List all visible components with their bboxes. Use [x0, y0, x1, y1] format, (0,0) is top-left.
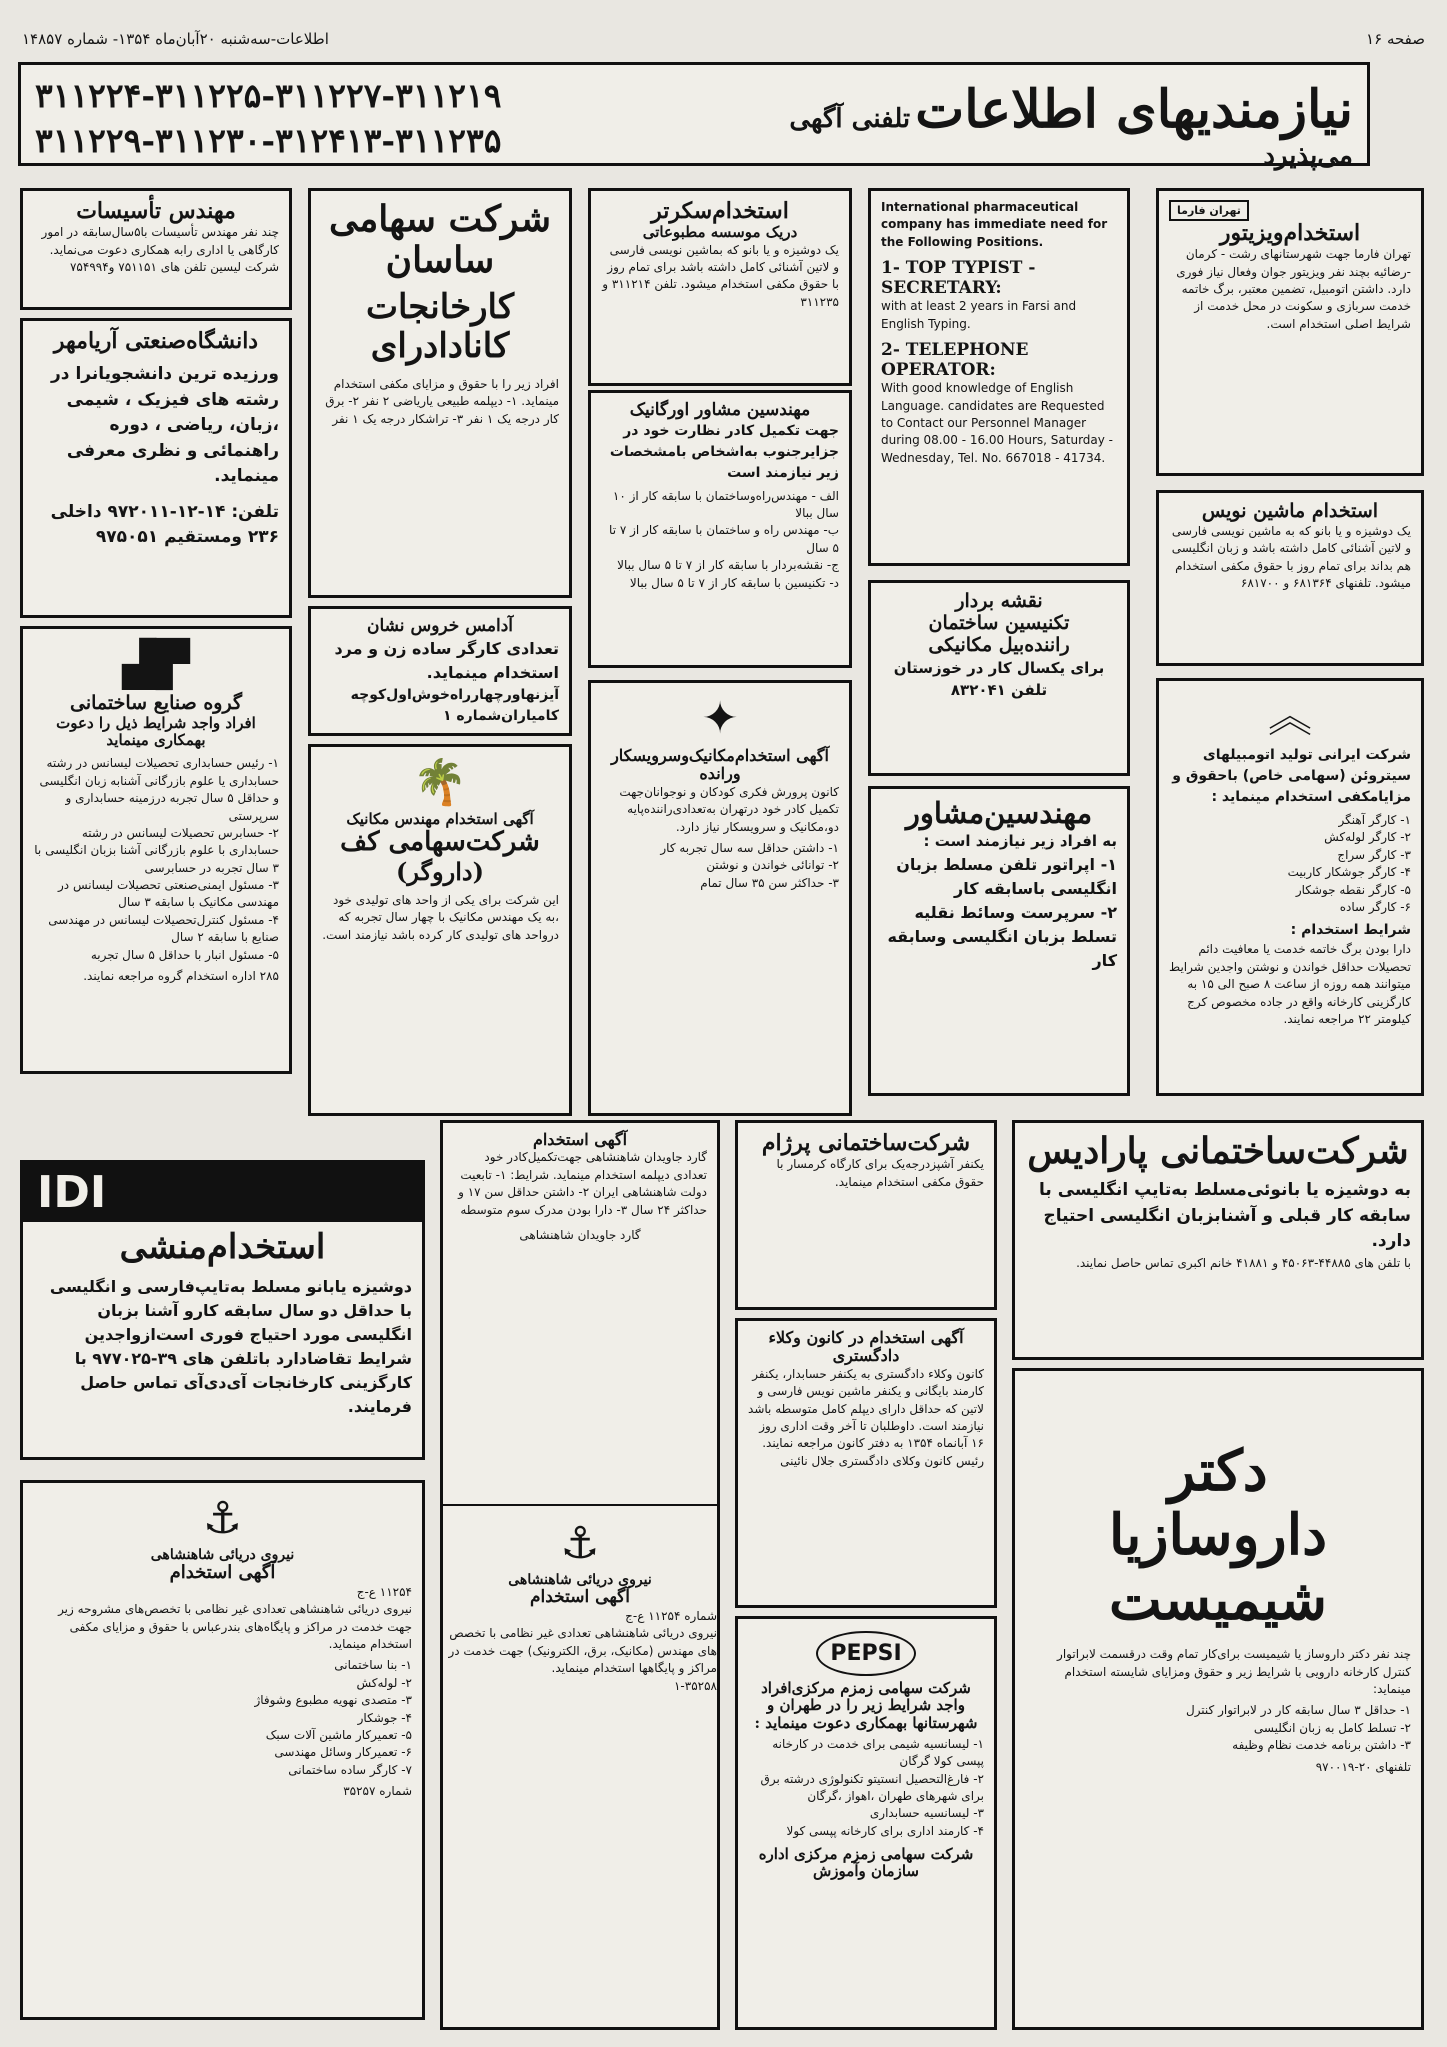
ad-company: شرکت‌سهامی کف	[340, 827, 540, 858]
ad-title: مهندسین‌مشاور	[905, 796, 1093, 830]
list-item: ب- مهندس راه و ساختمان با سابقه کار از ۷ تا ۵ سال	[609, 523, 839, 555]
ad-title: استخدام ماشین نویس	[1201, 500, 1379, 522]
palm-logo-icon: 🌴	[412, 757, 468, 808]
ad-title: شرکت‌ساختمانی پرژام	[761, 1130, 971, 1156]
ad-body: ورزیده ترین دانشجویانرا در رشته های فیزیک ، شیمی ،زبان، ریاضی ، دوره راهنمائی و نظری معرفی مینماید.	[51, 364, 279, 487]
ad-line-4: برای یکسال کار در خوزستان	[893, 658, 1105, 677]
ad-conditions-body: دارا بودن برگ خاتمه خدمت یا معافیت دائم تحصیلات حداقل خواندن و نوشتن واجدین شرایط میتوانند همه روزه از ساعت ۸ صبح الی ۱۵ به کارگزینی کارخانه واقع در جاده مخصوص کرج کیلومتر ۲۲ مراجعه نمایند.	[1169, 942, 1411, 1026]
list-item: ۵- کارگر نقطه جوشکار	[1295, 882, 1411, 897]
ad-list	[748, 1736, 984, 1840]
ad-typist	[1156, 490, 1424, 666]
ad-title: مهندسین مشاور اورگانیک	[629, 400, 811, 420]
ad-item-2: ۲- سرپرست وسائط نقلیه تسلط بزبان انگلیسی وسابقه کار	[887, 902, 1117, 970]
list-item: ۴- مسئول کنترل‌تحصیلات لیسانس در مهندسی صنایع با سابقه ۲ سال	[48, 912, 279, 945]
ad-title: استخدام‌منشی	[119, 1227, 326, 1267]
ad-footer: ۱-۳۵۲۵۸	[673, 1678, 717, 1693]
ad-position-1: 1- TOP TYPIST - SECRETARY:	[881, 258, 1036, 298]
ad-intro: به افراد زیر نیازمند است :	[923, 832, 1117, 851]
ad-title: مهندس تأسیسات	[76, 198, 236, 224]
ad-ref: ۱۱۲۵۴ ع-ج	[356, 1584, 412, 1599]
page-number: صفحه ۱۶	[1366, 30, 1425, 48]
ad-guard	[440, 1120, 720, 2030]
ad-body: به دوشیزه یا بانوئی‌مسلط به‌تایپ انگلیسی با سابقه کار قبلی و آشنابزبان انگلیسی احتیاج دارد.	[1039, 1180, 1411, 1252]
ad-title: آدامس خروس نشان	[366, 616, 514, 636]
ad-list	[33, 1657, 412, 1779]
list-item: ۷- کارگر ساده ساختمانی	[288, 1762, 412, 1777]
ad-secretary	[588, 188, 852, 386]
phones-line-1: ۳۱۱۲۲۴-۳۱۱۲۲۵-۳۱۱۲۲۷-۳۱۱۲۱۹	[35, 76, 502, 115]
ad-body: یکنفر آشپزدرجه‌یک برای کارگاه کرمسار با حقوق مکفی استخدام مینماید.	[776, 1157, 984, 1189]
ad-title-3: شیمیست	[1108, 1566, 1328, 1633]
ad-list	[1025, 1702, 1411, 1754]
ad-position-2-detail: With good knowledge of English Language. candidates are Requested to Contact our Personnel Manager during 08.00 - 16.00 Hours, Saturday - Wednesday, Tel. No. 667018 - 41734.	[881, 381, 1114, 465]
ad-body: دوشیزه یابانو مسلط به‌تایپ‌فارسی و انگلیسی با حداقل دو سال سابقه کارو آشنا بزبان انگلیسی مورد احتیاج فوری است‌ازواجدین شرایط تقاضادارد باتلفن های ۳۹-۹۷۷۰۲۵ با کارگزینی کارخانجات آی‌دی‌آی تماس حاصل فرمایند.	[49, 1277, 412, 1417]
list-item: ۱- داشتن حداقل سه سال تجربه کار	[660, 840, 839, 855]
ad-list	[601, 488, 839, 592]
ad-phone: با تلفن های ۴۴۸۸۵-۴۵۰۶۳ و ۴۱۸۸۱ خانم اکبری تماس حاصل نمایند.	[1076, 1255, 1411, 1270]
ad-paradise	[1012, 1120, 1424, 1360]
list-item: ۲- فارغ‌التحصیل انستیتو تکنولوژی درشته برق برای شهرهای طهران ،اهواز ،گرگان	[760, 1771, 984, 1803]
ad-body: چند نفر دکتر داروساز یا شیمیست برای‌کار تمام وقت درقسمت لابراتوار کنترل کارخانه دارویی با شرایط زیر و حقوق ومزایای شایسته استخدام مینماید:	[1057, 1647, 1411, 1696]
ad-intro: International pharmaceutical company has immediate need for the Following Positions.	[881, 200, 1108, 249]
ad-chemist	[1012, 1368, 1424, 2030]
list-item: ۳- لیسانسیه حسابداری	[869, 1806, 984, 1821]
anchor-icon: ⚓	[560, 1518, 600, 1570]
ad-title: دانشگاه‌صنعتی آریامهر	[53, 328, 259, 354]
list-item: ۴- جوشکار	[357, 1710, 412, 1725]
list-item: د- تکنیسین با سابقه کار از ۷ تا ۵ سال ببالا	[629, 575, 839, 590]
ad-title: آگهی استخدام	[169, 1562, 276, 1584]
ad-list	[1169, 812, 1411, 916]
ad-pepsi	[735, 1616, 997, 2030]
ad-position-1-detail: with at least 2 years in Farsi and English Typing.	[881, 299, 1077, 331]
ad-org: نیروی دریائی شاهنشاهی	[508, 1572, 652, 1589]
ad-list	[601, 840, 839, 892]
ad-title: آگهی استخدام	[532, 1130, 628, 1149]
idi-logo: IDI	[23, 1163, 422, 1222]
ad-footer: شرکت سهامی زمزم مرکزی اداره سازمان وآموزش	[758, 1845, 974, 1881]
ad-body: نیروی دریائی شاهنشاهی تعدادی غیر نظامی با تخصص های مهندس (مکانیک، برق، الکترونیک) جهت خدمت در مراکز و پایگاهها استخدام مینماید.	[448, 1626, 717, 1676]
ad-org: نیروی دریائی شاهنشاهی	[150, 1547, 295, 1563]
ad-lawyers	[735, 1318, 997, 1608]
list-item: ۲- تسلط کامل به زبان انگلیسی	[1253, 1720, 1411, 1735]
ad-title: شرکت ایرانی تولید اتومبیلهای سیتروئن (سهامی خاص) باحقوق و مزایامکفی استخدام مینماید :	[1172, 747, 1411, 805]
ad-line-2: تکنیسین ساختمان	[928, 611, 1070, 634]
ad-body: یک دوشیزه و یا بانو که به ماشین نویسی فارسی و لاتین آشنائی کامل داشته باشد و زبان انگلیسی هم بداند برای تمام روز با حقوق مکفی استخدام میشود. تلفنهای ۶۸۱۳۶۴ و ۶۸۱۷۰۰	[1171, 523, 1411, 591]
ad-body: افراد زیر را با حقوق و مزایای مکفی استخدام مینماید. ۱- دیپلمه طبیعی یاریاضی ۲ نفر ۲- برق کار درجه یک ۱ نفر ۳- تراشکار درجه یک ۱ نفر	[325, 376, 559, 426]
list-item: ج- نقشه‌بردار با سابقه کار از ۷ تا ۵ سال ببالا	[617, 558, 839, 573]
list-item: ۱- کارگر آهنگر	[1338, 813, 1411, 827]
ad-title: استخدام‌ویزیتور	[1219, 220, 1361, 246]
ad-title-2: داروسازیا	[1108, 1502, 1328, 1569]
ad-aryamehr	[20, 318, 292, 618]
ad-body: این شرکت برای یکی از واحد های تولیدی خود ،به یک مهندس مکانیک با چهار سال تجربه که درواحد های تولیدی کار کرده باشد نیازمند است.	[322, 892, 559, 942]
list-item: ۱- رئیس حسابداری تحصیلات لیسانس در رشته حسابداری یا علوم بازرگانی آشنابه زبان انگلیسی و حداقل ۵ سال تجربه درزمینه حسابداری و سرپرستی	[39, 756, 279, 823]
list-item: ۲- حسابرس تحصیلات لیسانس در رشته حسابداری با علوم بازرگانی آشنا بزبان انگلیسی با ۳ سال تجربه در حسابرسی	[34, 825, 279, 875]
page-header	[22, 30, 1425, 54]
ad-body: جهت تکمیل کادر نظارت خود در جزایرجنوب به‌اشخاص بامشخصات زیر نیازمند است	[609, 422, 839, 481]
ad-footer: شماره ۳۵۲۵۷	[343, 1784, 412, 1799]
ad-phone: تلفن: ۱۴-۱۲-۹۷۲۰۱۱ داخلی ۲۳۶ ومستقیم ۹۷۵۰۵۱	[50, 501, 279, 548]
list-item: ۱- لیسانسیه شیمی برای خدمت در کارخانه پپسی کولا گرگان	[772, 1736, 984, 1769]
list-item: ۳- مسئول ایمنی‌صنعتی تحصیلات لیسانس در مهندسی مکانیک با سابقه ۳ سال	[58, 878, 279, 910]
list-item: ۲- کارگر لوله‌کش	[1324, 830, 1411, 845]
ad-installations	[20, 188, 292, 310]
ad-footer: گارد جاویدان شاهنشاهی	[519, 1227, 641, 1242]
list-item: ۱- بنا ساختمانی	[334, 1658, 412, 1673]
anchor-icon: ⚓	[202, 1493, 243, 1544]
ad-title: شرکت سهامی ساسان	[328, 198, 552, 282]
ad-title: شرکت سهامی زمزم مرکزی‌افراد واجد شرایط زیر را در طهران و شهرستانها بهمکاری دعوت مینماید :	[754, 1679, 978, 1732]
banner-title	[783, 79, 1353, 171]
ad-perjam	[735, 1120, 997, 1310]
tehran-pharma-logo: تهران فارما	[1169, 200, 1249, 221]
ad-title-1: دکتر	[1168, 1438, 1268, 1504]
ad-kaf	[308, 744, 572, 1116]
ad-consultant	[588, 390, 852, 668]
ad-rooster	[308, 606, 572, 736]
list-item: ۲- توانائی خواندن و نوشتن	[706, 858, 839, 873]
ad-phone: تلفنهای ۲۰-۹۷۰۰۱۹	[1315, 1759, 1411, 1774]
ad-title: استخدام‌سکرتر	[651, 198, 789, 224]
ad-body: تعدادی کارگر ساده زن و مرد استخدام مینماید.	[334, 638, 559, 682]
ad-navy-1	[20, 1480, 425, 2020]
ad-title: شرکت‌ساختمانی پارادیس	[1027, 1130, 1409, 1172]
ad-body: نیروی دریائی شاهنشاهی تعدادی غیر نظامی با تخصص‌های مشروحه زیر جهت خدمت در مراکز و پایگاه‌های بندرعباس با حقوق و مزایای مکفی استخدام مینماید.	[58, 1602, 412, 1651]
ad-puppet	[588, 680, 852, 1116]
ad-line-1: نقشه بردار	[955, 590, 1043, 612]
ad-subtitle: افراد واجد شرایط ذیل را دعوت بهمکاری مینماید	[56, 713, 256, 750]
ad-khuzestan	[868, 580, 1130, 776]
list-item: ۳- حداکثر سن ۳۵ سال تمام	[700, 875, 839, 890]
banner-title-small: تلفنی آگهی می‌پذیرد	[789, 104, 1353, 171]
ad-footer: ۲۸۵ اداره استخدام گروه مراجعه نمایند.	[83, 969, 279, 984]
ad-list	[33, 755, 279, 964]
ad-pharma	[868, 188, 1130, 566]
list-item: ۴- کارمند اداری برای کارخانه پپسی کولا	[786, 1823, 984, 1838]
company-logo-icon: ▛▟	[122, 639, 190, 690]
issue-info: اطلاعات-سه‌شنبه ۲۰آبان‌ماه ۱۳۵۴- شماره ۱۴۸۵۷	[22, 30, 329, 48]
ad-body: یک دوشیزه و یا بانو که بماشین نویسی فارسی و لاتین آشنائی کامل داشته باشد برای تمام روز با حقوق مکفی استخدام میشود. تلفن ۳۱۱۲۱۴ و ۳۱۱۲۳۵	[602, 242, 839, 309]
ad-citroen	[1156, 678, 1424, 1096]
ad-position-2: 2- TELEPHONE OPERATOR:	[881, 340, 1029, 380]
banner-title-big: نیازمندیهای اطلاعات	[915, 79, 1353, 140]
ad-footer: رئیس کانون وکلای دادگستری جلال نائینی	[780, 1453, 984, 1468]
ad-subtitle: دریک موسسه مطبوعاتی	[642, 223, 798, 242]
list-item: ۵- مسئول انبار با حداقل ۵ سال تجربه	[90, 947, 279, 962]
ad-body: کانون پرورش فکری کودکان و نوجوانان‌جهت تکمیل کادر خود درتهران به‌تعدادی‌راننده‌پایه دو،مکانیک و سرویسکار نیاز دارد.	[619, 784, 839, 834]
ad-body: گارد جاویدان شاهنشاهی جهت‌تکمیل‌کادر خود تعدادی دیپلمه استخدام مینماید. شرایط: ۱- تابعیت دولت شاهنشاهی ایران ۲- داشتن حداقل سن ۱۷ و حداکثر ۲۴ سال ۳- دارا بودن مدرک سوم متوسطه	[458, 1150, 707, 1217]
list-item: ۵- تعمیرکار ماشین آلات سبک	[265, 1727, 412, 1742]
ad-subtitle: کارخانجات کانادادرای	[365, 286, 515, 366]
ad-item-1: ۱- اپراتور تلفن مسلط بزبان انگلیسی باسابقه کار	[896, 854, 1117, 898]
ad-title: آگهی استخدام در کانون وکلاء دادگستری	[768, 1328, 964, 1366]
ad-saman	[308, 188, 572, 598]
ad-title: آگهی استخدام‌مکانیک‌وسرویسکار ورانده	[611, 746, 829, 784]
list-item: ۲- لوله‌کش	[356, 1675, 412, 1690]
classifieds-banner	[18, 62, 1370, 171]
ad-conditions-title: شرایط استخدام :	[1290, 922, 1411, 939]
list-item: ۶- کارگر ساده	[1339, 899, 1411, 914]
ad-body: چند نفر مهندس تأسیسات با۵سال‌سابقه در امور کارگاهی یا اداری رابه همکاری دعوت می‌نماید. شرکت لیسین تلفن های ۷۵۱۱۵۱ و۷۵۴۹۹۴	[41, 225, 279, 275]
ad-tehran-pharma	[1156, 188, 1424, 476]
list-item: ۴- کارگر جوشکار کاربیت	[1287, 865, 1411, 880]
ad-title: آگهی استخدام	[530, 1587, 630, 1608]
ad-address: آیزنهاورچهارراه‌خوش‌اول‌کوچه کامیاران‌شماره ۱	[350, 686, 559, 724]
ad-navy-2	[443, 1504, 717, 1695]
ad-engineers	[868, 786, 1130, 1096]
citroen-chevron-icon: ︽	[1268, 691, 1312, 742]
list-item: ۶- تعمیرکار وسائل مهندسی	[274, 1745, 412, 1760]
ad-line-3: راننده‌بیل مکانیکی	[928, 633, 1070, 656]
ad-body: کانون وکلاء دادگستری به یکنفر حسابدار، یکنفر کارمند بایگانی و یکنفر ماشین نویس فارسی و لاتین که حداقل دارای دیپلم کامل متوسطه باشد نیازمند است. داوطلبان تا آخر وقت اداری روز ۱۶ آبانماه ۱۳۵۴ به دفتر کانون مراجعه نمایند.	[748, 1366, 984, 1451]
ad-idi	[20, 1160, 425, 1460]
ad-phone: تلفن ۸۳۲۰۴۱	[950, 681, 1048, 700]
list-item: ۳- متصدی نهویه مطبوع وشوفاژ	[254, 1693, 412, 1708]
banner-phones	[35, 73, 795, 163]
ad-body: تهران فارما جهت شهرستانهای رشت - کرمان -رضائیه بچند نفر ویزیتور جوان وفعال نیاز فوری دارد. داشتن اتومبیل، تضمین معتبر، برگ خاتمه خدمت سربازی و سکونت در محل خدمت از شرایط اصلی استخدام است.	[1176, 247, 1411, 331]
ad-ref: شماره ۱۱۲۵۴ ع-ج	[625, 1608, 717, 1623]
phones-line-2: ۳۱۱۲۲۹-۳۱۱۲۳۰-۳۱۲۴۱۳-۳۱۱۲۳۵	[35, 121, 502, 160]
list-item: ۳- کارگر سراج	[1337, 847, 1411, 862]
ad-sub: (داروگر)	[396, 857, 484, 887]
pepsi-logo: PEPSI	[816, 1631, 915, 1676]
list-item: ۳- داشتن برنامه خدمت نظام وظیفه	[1232, 1738, 1411, 1753]
ad-building-group	[20, 626, 292, 1074]
ad-title: آگهی استخدام مهندس مکانیک	[346, 810, 534, 828]
bird-logo-icon: ✦	[701, 693, 739, 744]
list-item: الف - مهندس‌راه‌وساختمان با سابقه کار از ۱۰ سال ببالا	[612, 488, 839, 520]
list-item: ۱- حداقل ۳ سال سابقه کار در لابراتوار کنترل	[1185, 1703, 1411, 1718]
ad-title: گروه صنایع ساختمانی	[69, 692, 243, 714]
